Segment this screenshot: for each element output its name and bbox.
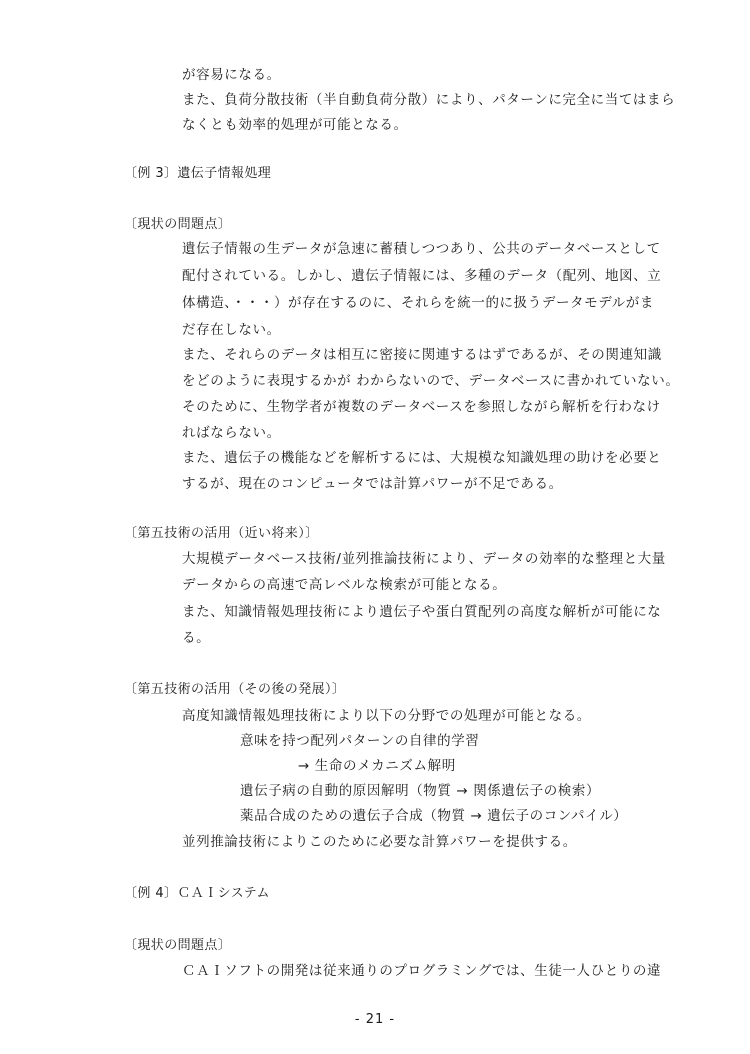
later-development-heading: 〔第五技術の活用（その後の発展）〕: [124, 682, 346, 697]
paragraph-line: データからの高速で高レベルな検索が可能となる。: [182, 577, 507, 593]
intro-line-3: なくとも効率的処理が可能となる。: [182, 117, 408, 133]
paragraph-line: 大規模データベース技術/並列推論技術により、データの効率的な整理と大量: [182, 551, 666, 567]
paragraph-line: また、知識情報処理技術により遺伝子や蛋白質配列の高度な解析が可能にな: [182, 604, 662, 620]
paragraph-line: また、それらのデータは相互に密接に関連するはずであるが、その関連知識: [182, 347, 662, 363]
paragraph-line: 高度知識情報処理技術により以下の分野での処理が可能となる。: [182, 708, 591, 724]
paragraph-line: 遺伝子情報の生データが急速に蓄積しつつあり、公共のデータベースとして: [182, 241, 661, 257]
intro-line-2: また、負荷分散技術（半自動負荷分散）により、パターンに完全に当てはまら: [182, 92, 676, 108]
list-item: 薬品合成のための遺伝子合成（物質 → 遺伝子のコンパイル）: [240, 808, 628, 824]
paragraph-line: するが、現在のコンピュータでは計算パワーが不足である。: [182, 476, 563, 492]
list-item: → 生命のメカニズム解明: [298, 758, 456, 774]
paragraph-line: そのために、生物学者が複数のデータベースを参照しながら解析を行わなけ: [182, 399, 661, 415]
current-problems-heading: 〔現状の問題点〕: [124, 217, 232, 232]
paragraph-line: ＣＡＩソフトの開発は従来通りのプログラミングでは、生徒一人ひとりの違: [182, 963, 662, 979]
paragraph-line: る。: [182, 630, 211, 646]
paragraph-line: 並列推論技術によりこのために必要な計算パワーを提供する。: [182, 834, 577, 850]
example-4-heading: 〔例 4〕ＣＡＩシステム: [124, 886, 270, 901]
list-item: 遺伝子病の自動的原因解明（物質 → 関係遺伝子の検索）: [240, 783, 601, 799]
paragraph-line: ればならない。: [182, 425, 281, 441]
paragraph-line: また、遺伝子の機能などを解析するには、大規模な知識処理の助けを必要と: [182, 450, 662, 466]
paragraph-line: だ存在しない。: [182, 322, 281, 338]
paragraph-line: 体構造、・・・）が存在するのに、それらを統一的に扱うデータモデルがま: [182, 295, 654, 311]
current-problems-heading: 〔現状の問題点〕: [124, 938, 232, 953]
example-3-heading: 〔例 3〕遺伝子情報処理: [124, 166, 272, 181]
near-future-heading: 〔第五技術の活用（近い将来）〕: [124, 526, 319, 541]
paragraph-line: をどのように表現するかが わからないので、データベースに書かれていない。: [182, 373, 680, 389]
paragraph-line: 配付されている。しかし、遺伝子情報には、多種のデータ（配列、地図、立: [182, 268, 662, 284]
intro-line-1: が容易になる。: [182, 67, 281, 83]
list-item: 意味を持つ配列パターンの自律的学習: [240, 733, 480, 749]
page-number: - 21 -: [354, 1012, 396, 1027]
